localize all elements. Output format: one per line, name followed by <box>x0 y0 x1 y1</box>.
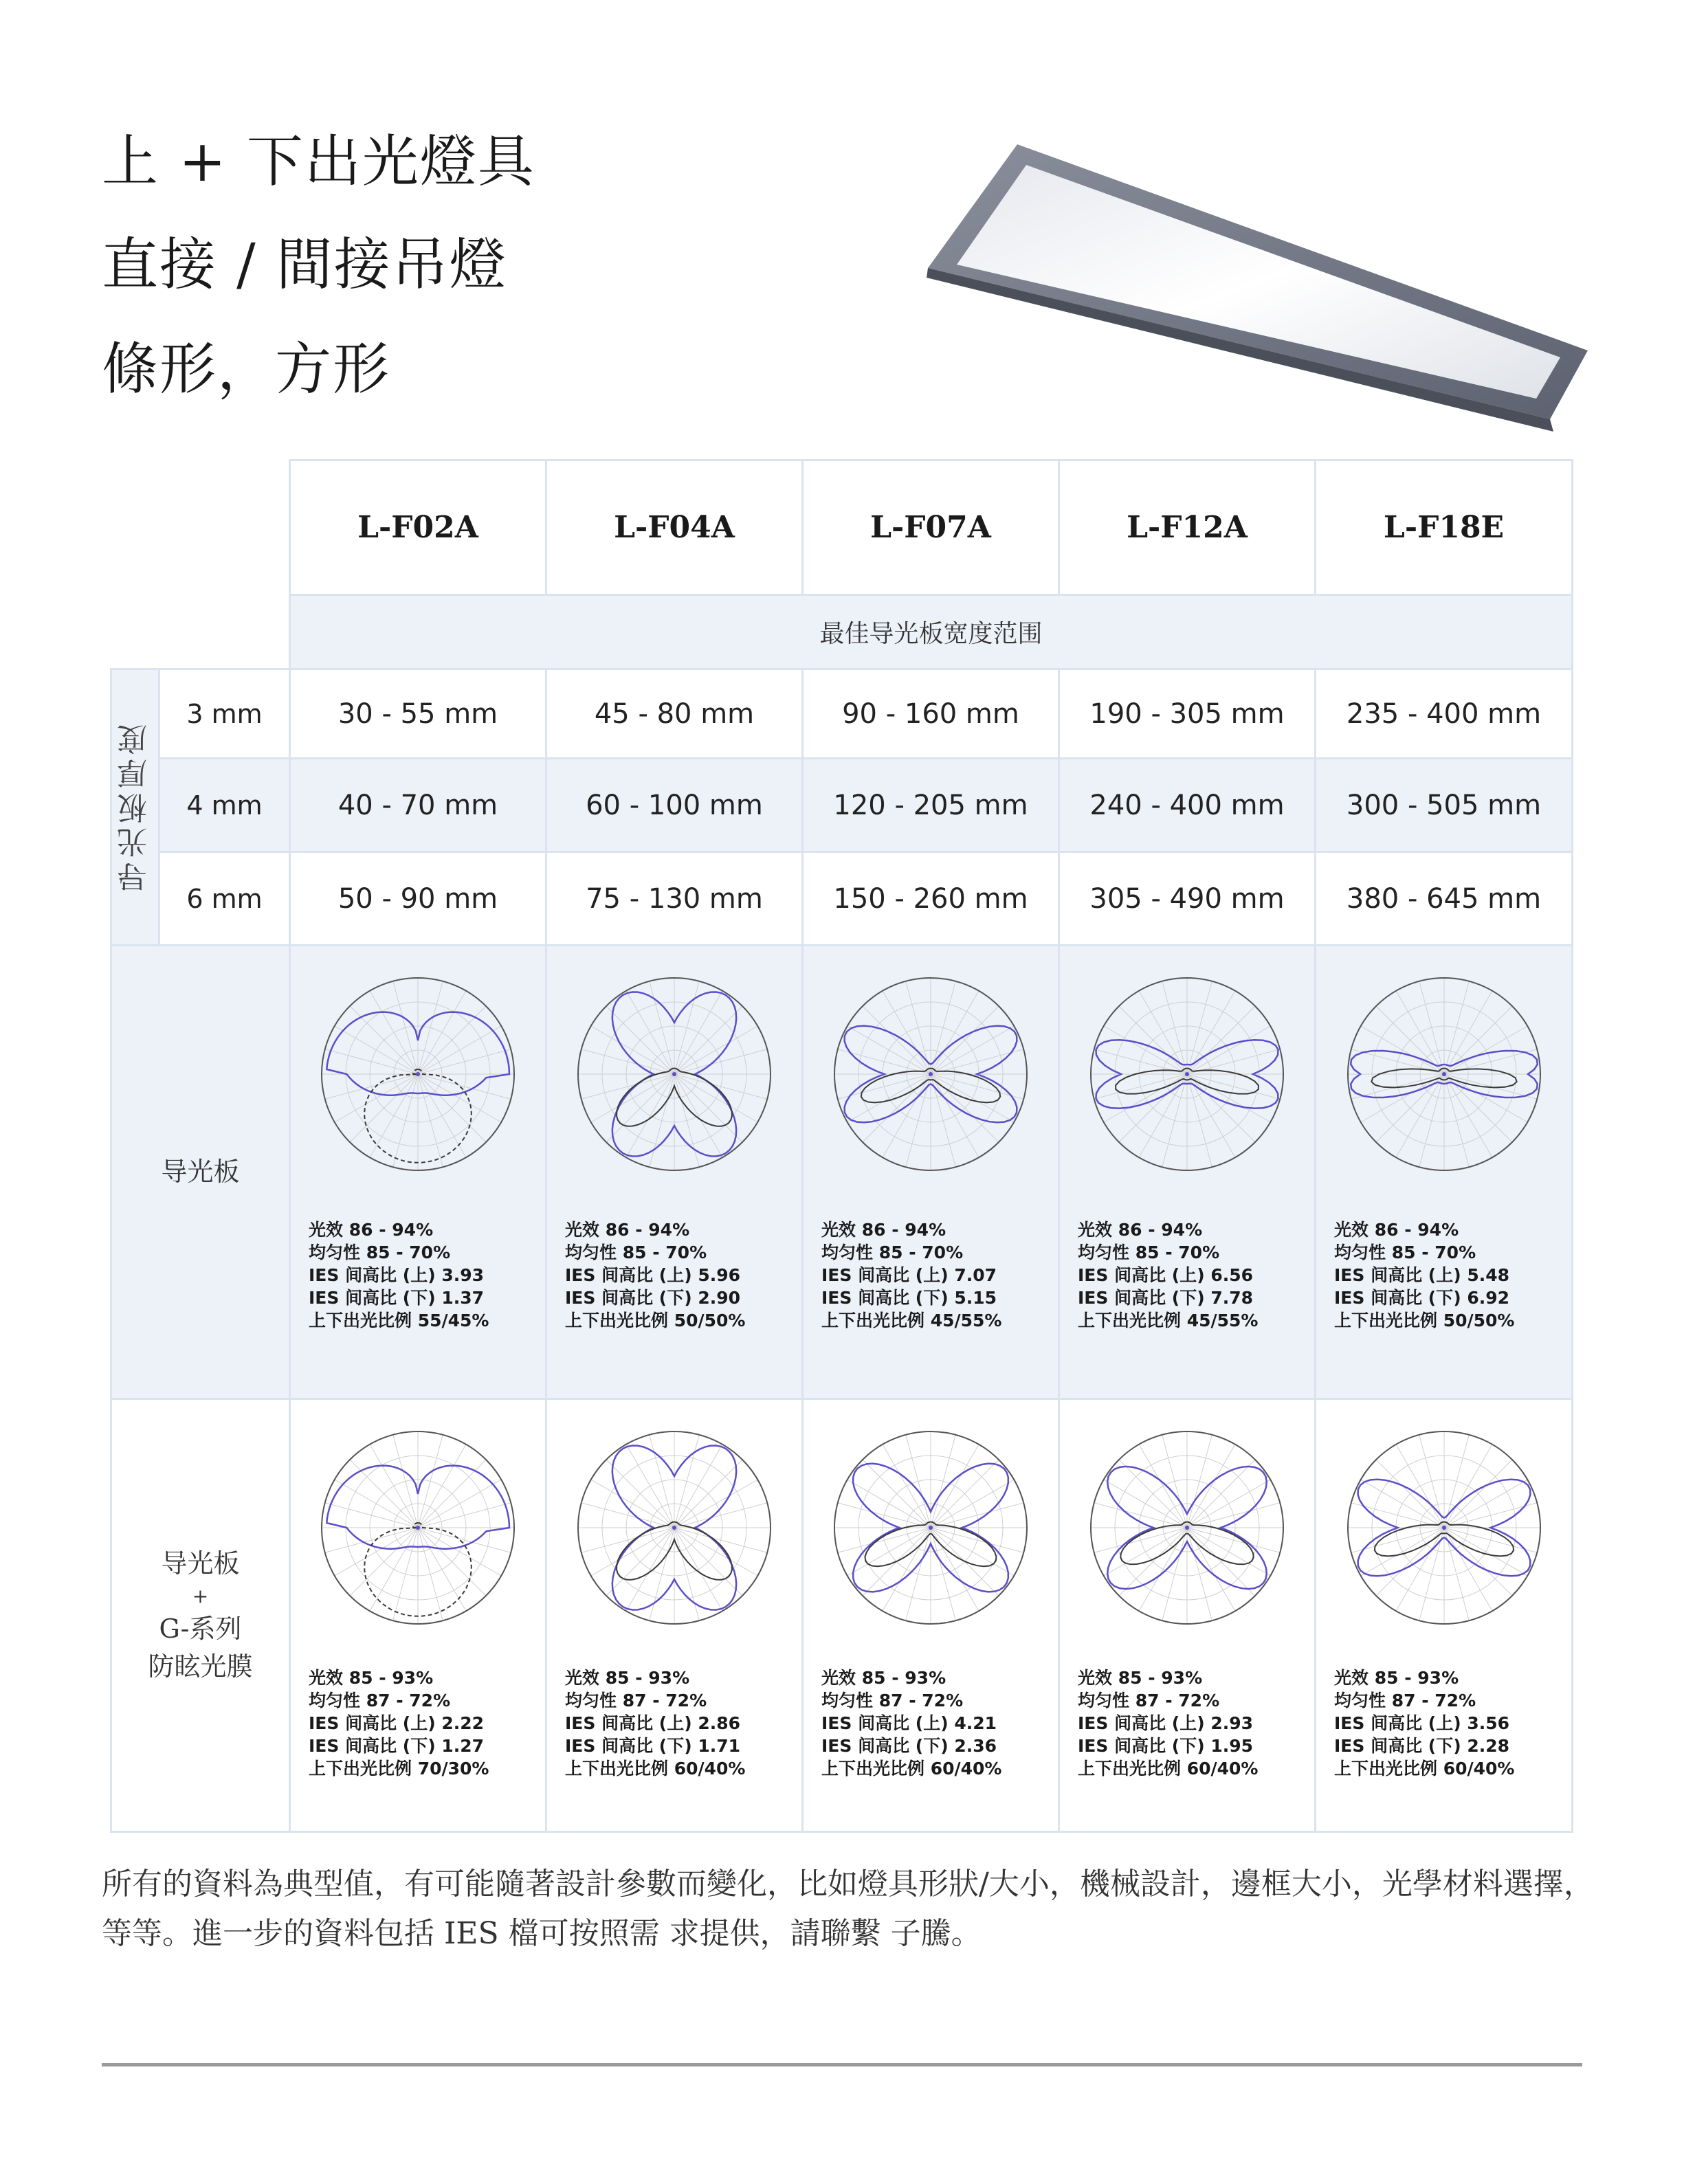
spec-line: 均匀性 87 - 72% <box>309 1691 451 1711</box>
spec-line: 上下出光比例 50/50% <box>1334 1311 1515 1330</box>
spec-line: IES 间高比 (上) 7.07 <box>821 1265 997 1285</box>
page-title-line-2: 直接 / 間接吊燈 <box>102 232 507 298</box>
spec-line: 均匀性 87 - 72% <box>1078 1691 1220 1711</box>
spec-line: IES 间高比 (上) 6.56 <box>1078 1265 1254 1285</box>
panel-lamp-illustration <box>914 124 1602 447</box>
spec-line: IES 间高比 (下) 5.15 <box>821 1288 997 1308</box>
spec-line: IES 间高比 (上) 4.21 <box>821 1713 997 1733</box>
origin-point <box>1442 1072 1446 1076</box>
spec-line: 上下出光比例 60/40% <box>565 1759 746 1779</box>
page-title-line-1: 上 + 下出光燈具 <box>102 129 535 194</box>
polar-distribution-plot <box>571 1425 777 1631</box>
spec-line: 上下出光比例 45/55% <box>1078 1311 1259 1330</box>
photometric-cell <box>1059 946 1316 1399</box>
polar-distribution-plot <box>571 971 777 1177</box>
empty-corner <box>111 595 290 669</box>
thickness-row-label: 4 mm <box>159 759 290 852</box>
spec-line: 上下出光比例 60/40% <box>1078 1759 1259 1779</box>
photometric-cell <box>1316 946 1573 1399</box>
spec-line: 均匀性 85 - 70% <box>565 1243 707 1262</box>
photometric-cell <box>803 1399 1059 1832</box>
model-header: L-F02A <box>290 460 546 595</box>
spec-line: 光效 86 - 94% <box>565 1220 690 1240</box>
width-range-cell: 40 - 70 mm <box>290 759 546 852</box>
thickness-row-label: 6 mm <box>159 852 290 946</box>
model-header: L-F04A <box>546 460 803 595</box>
origin-point <box>416 1072 420 1076</box>
spec-line: 均匀性 85 - 70% <box>1334 1243 1476 1262</box>
spec-line: IES 间高比 (上) 5.96 <box>565 1265 741 1285</box>
spec-line: 均匀性 87 - 72% <box>1334 1691 1476 1711</box>
spec-line: 均匀性 87 - 72% <box>565 1691 707 1711</box>
spec-line: IES 间高比 (下) 1.95 <box>1078 1736 1254 1756</box>
spec-line: 光效 86 - 94% <box>309 1220 434 1240</box>
width-range-cell: 380 - 645 mm <box>1316 852 1573 946</box>
polar-distribution-plot <box>315 1425 521 1631</box>
page-title-line-3: 條形，方形 <box>102 337 391 402</box>
origin-point <box>1442 1526 1446 1530</box>
empty-corner <box>111 460 290 595</box>
polar-distribution-plot <box>828 971 1034 1177</box>
width-range-cell: 150 - 260 mm <box>803 852 1059 946</box>
photometric-cell <box>1059 1399 1316 1832</box>
polar-distribution-plot <box>1084 1425 1290 1631</box>
spec-line: IES 间高比 (下) 6.92 <box>1334 1288 1510 1308</box>
spec-line: IES 间高比 (上) 2.86 <box>565 1713 741 1733</box>
spec-line: 光效 85 - 93% <box>821 1668 946 1688</box>
width-range-cell: 305 - 490 mm <box>1059 852 1316 946</box>
spec-line: 均匀性 85 - 70% <box>1078 1243 1220 1262</box>
spec-line: 光效 86 - 94% <box>1078 1220 1203 1240</box>
width-range-cell: 45 - 80 mm <box>546 669 803 759</box>
spec-line: 上下出光比例 60/40% <box>821 1759 1002 1779</box>
spec-line: 均匀性 85 - 70% <box>309 1243 451 1262</box>
spec-line: IES 间高比 (下) 2.28 <box>1334 1736 1510 1756</box>
spec-table <box>110 459 1573 1833</box>
spec-line: IES 间高比 (上) 5.48 <box>1334 1265 1510 1285</box>
polar-distribution-plot <box>1084 971 1290 1177</box>
spec-line: 光效 86 - 94% <box>821 1220 946 1240</box>
width-range-band: 最佳导光板宽度范围 <box>290 595 1573 669</box>
spec-line: 上下出光比例 45/55% <box>821 1311 1002 1330</box>
disclaimer-note: 所有的資料為典型值，有可能隨著設計參數而變化，比如燈具形狀/大小，機械設計，邊框大小，光學材料選擇，等等。進一步的資料包括 IES 檔可按照需 求提供，請聯繫 子騰。 <box>102 1867 1594 1951</box>
spec-line: 上下出光比例 70/30% <box>309 1759 489 1779</box>
spec-line: 上下出光比例 60/40% <box>1334 1759 1515 1779</box>
group-label: 导光板 <box>111 946 290 1399</box>
width-range-cell: 190 - 305 mm <box>1059 669 1316 759</box>
width-range-cell: 120 - 205 mm <box>803 759 1059 852</box>
spec-line: IES 间高比 (下) 1.27 <box>309 1736 485 1756</box>
spec-line: IES 间高比 (上) 2.93 <box>1078 1713 1254 1733</box>
width-range-cell: 300 - 505 mm <box>1316 759 1573 852</box>
photometric-cell <box>290 946 546 1399</box>
polar-distribution-plot <box>315 971 521 1177</box>
origin-point <box>672 1072 676 1076</box>
width-range-cell: 60 - 100 mm <box>546 759 803 852</box>
origin-point <box>1185 1526 1189 1530</box>
spec-line: IES 间高比 (下) 1.71 <box>565 1736 741 1756</box>
footer-divider <box>102 2063 1582 2066</box>
spec-line: 均匀性 85 - 70% <box>821 1243 964 1262</box>
origin-point <box>929 1526 933 1530</box>
spec-line: 光效 85 - 93% <box>309 1668 434 1688</box>
polar-distribution-plot <box>1341 971 1547 1177</box>
origin-point <box>1185 1072 1189 1076</box>
photometric-cell <box>290 1399 546 1832</box>
spec-line: IES 间高比 (上) 2.22 <box>309 1713 485 1733</box>
group-label: 导光板 + G-系列 防眩光膜 <box>111 1399 290 1832</box>
spec-line: IES 间高比 (下) 7.78 <box>1078 1288 1254 1308</box>
spec-line: 光效 85 - 93% <box>1078 1668 1203 1688</box>
spec-line: IES 间高比 (下) 2.90 <box>565 1288 741 1308</box>
model-header: L-F07A <box>803 460 1059 595</box>
origin-point <box>672 1526 676 1530</box>
spec-line: IES 间高比 (上) 3.93 <box>309 1265 485 1285</box>
spec-line: IES 间高比 (下) 1.37 <box>309 1288 485 1308</box>
origin-point <box>929 1072 933 1076</box>
photometric-cell <box>546 1399 803 1832</box>
width-range-cell: 90 - 160 mm <box>803 669 1059 759</box>
width-range-cell: 30 - 55 mm <box>290 669 546 759</box>
thickness-group-label: 导光板厚度 <box>111 669 159 946</box>
spec-line: 光效 86 - 94% <box>1334 1220 1459 1240</box>
spec-line: 上下出光比例 50/50% <box>565 1311 746 1330</box>
spec-line: 均匀性 87 - 72% <box>821 1691 964 1711</box>
spec-line: 光效 85 - 93% <box>1334 1668 1459 1688</box>
width-range-cell: 75 - 130 mm <box>546 852 803 946</box>
width-range-cell: 240 - 400 mm <box>1059 759 1316 852</box>
origin-point <box>416 1526 420 1530</box>
width-range-cell: 50 - 90 mm <box>290 852 546 946</box>
polar-distribution-plot <box>1341 1425 1547 1631</box>
model-header: L-F12A <box>1059 460 1316 595</box>
thickness-row-label: 3 mm <box>159 669 290 759</box>
width-range-cell: 235 - 400 mm <box>1316 669 1573 759</box>
model-header: L-F18E <box>1316 460 1573 595</box>
spec-line: IES 间高比 (下) 2.36 <box>821 1736 997 1756</box>
spec-line: IES 间高比 (上) 3.56 <box>1334 1713 1510 1733</box>
photometric-cell <box>1316 1399 1573 1832</box>
spec-line: 上下出光比例 55/45% <box>309 1311 489 1330</box>
polar-distribution-plot <box>828 1425 1034 1631</box>
spec-line: 光效 85 - 93% <box>565 1668 690 1688</box>
photometric-cell <box>546 946 803 1399</box>
photometric-cell <box>803 946 1059 1399</box>
